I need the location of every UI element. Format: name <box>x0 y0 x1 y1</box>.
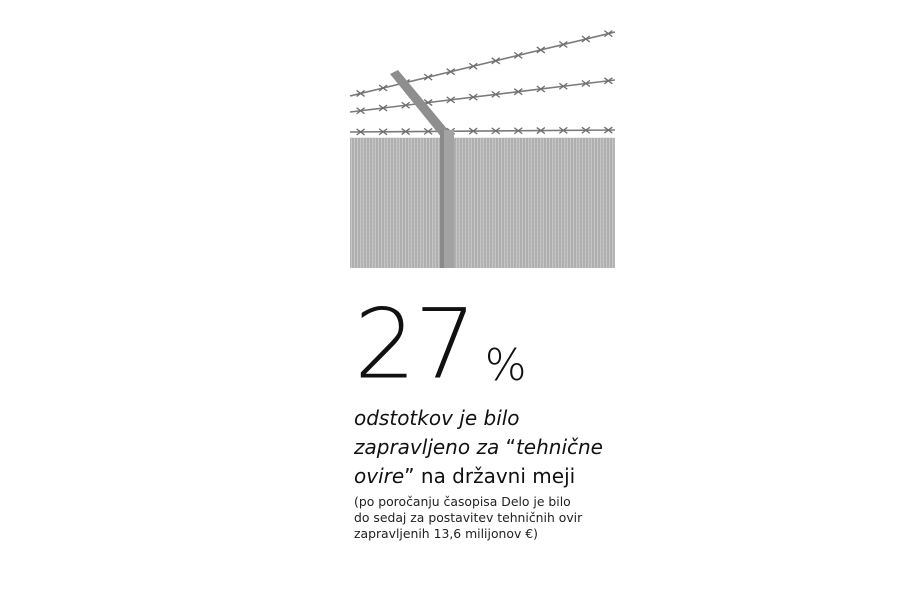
description-italic-2: tehnične ovire <box>354 435 603 488</box>
description-tail: na državni meji <box>414 464 576 488</box>
fence-illustration <box>350 26 615 270</box>
barbed-wire <box>350 130 615 132</box>
barbed-wire <box>350 32 615 96</box>
statistic-block <box>354 290 654 542</box>
stat-number: 27 <box>354 289 475 401</box>
stat-description <box>354 404 614 491</box>
description-italic-1: odstotkov je bilo zapravljeno za <box>354 406 520 459</box>
quote-close: ” <box>404 464 415 488</box>
fence-post-shade <box>440 130 444 268</box>
source-footnote: (po poročanju časopisa Delo je bilo do sedaj za postavitev tehničnih ovir zapravljenih 13,6 milijonov €) <box>354 494 583 541</box>
barbed-wire <box>350 80 615 112</box>
quote-open: “ <box>505 435 516 459</box>
stat-unit: % <box>484 340 527 391</box>
barbed-wire-fence-icon <box>350 26 615 270</box>
big-stat <box>354 289 654 401</box>
barbed-wires <box>350 31 615 135</box>
post-arm <box>390 70 448 138</box>
